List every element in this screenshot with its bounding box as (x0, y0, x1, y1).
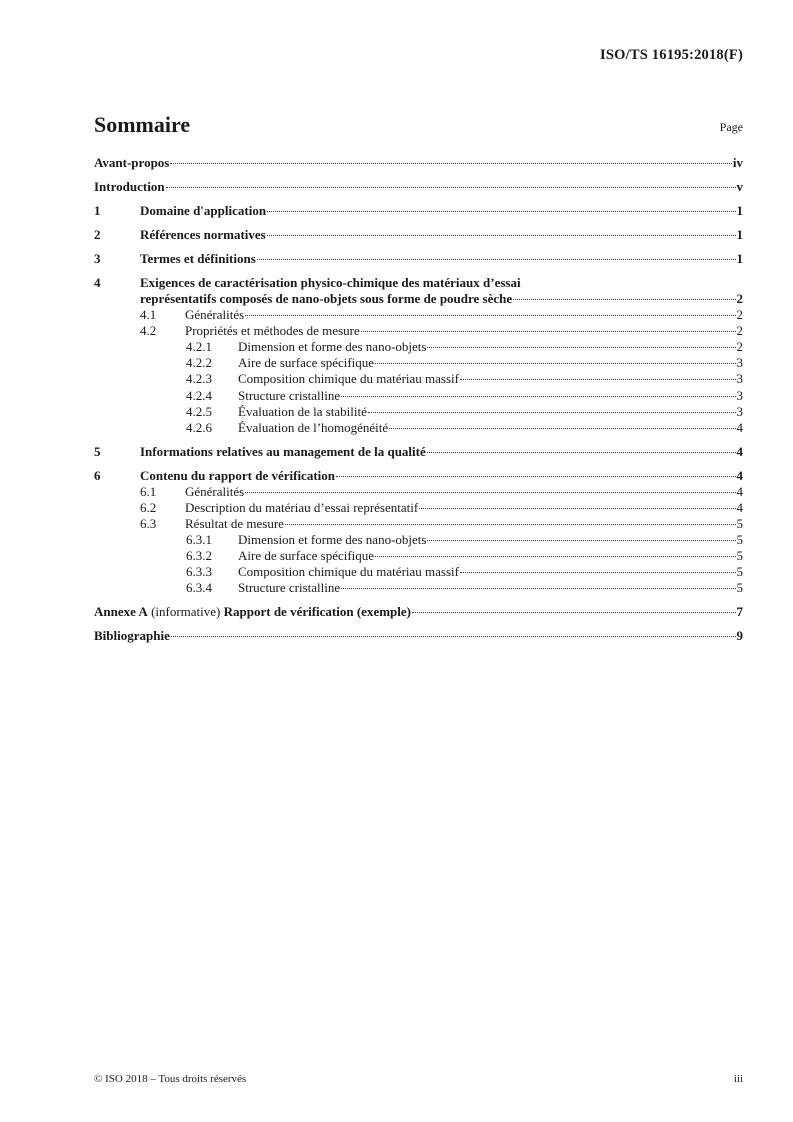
toc-entry-page: 5 (736, 532, 743, 548)
toc-entry-section-4-2-6[interactable] (94, 420, 743, 436)
toc-entry-section-4-2-5[interactable] (94, 404, 743, 420)
toc-entry-page: 5 (736, 548, 743, 564)
dot-leader (427, 452, 736, 453)
dot-leader (460, 379, 736, 380)
toc-entry-number: 4.1 (140, 307, 157, 323)
toc-entry-section-2[interactable] (94, 227, 743, 243)
dot-leader (257, 259, 736, 260)
toc-entry-page: 5 (736, 564, 743, 580)
toc-entry-number: 6.2 (140, 499, 157, 515)
toc-entry-page: 3 (736, 371, 743, 387)
toc-entry-title-line2: représentatifs composés de nano-objets sous forme de poudre sèche (140, 291, 513, 307)
dot-leader (368, 412, 736, 413)
toc-entry-section-6-3[interactable] (94, 516, 743, 532)
dot-leader (166, 187, 736, 188)
toc-entry-section-4-2-3[interactable] (94, 371, 743, 387)
toc-entry-page: 2 (736, 323, 743, 339)
dot-leader (427, 540, 735, 541)
toc-entry-title: Description du matériau d’essai représentatif (185, 499, 419, 515)
toc-entry-section-6[interactable] (94, 468, 743, 484)
toc-entry-title: Références normatives (140, 226, 266, 242)
toc-entry-page: 1 (736, 226, 743, 242)
dot-leader (375, 363, 735, 364)
toc-entry-bibliographie[interactable] (94, 628, 743, 644)
toc-entry-avant-propos[interactable] (94, 155, 743, 171)
toc-entry-number: 1 (94, 202, 101, 218)
toc-entry-title: Informations relatives au management de la qualité (140, 443, 426, 459)
toc-entry-title: Termes et définitions (140, 250, 256, 266)
toc-entry-annex-a[interactable] (94, 604, 743, 620)
toc-entry-section-6-3-4[interactable] (94, 580, 743, 596)
dot-leader (513, 299, 735, 300)
toc-entry-number: 4.2.6 (186, 419, 212, 435)
toc-entry-number: 4.2.5 (186, 403, 212, 419)
toc-entry-title: Structure cristalline (238, 387, 341, 403)
toc-entry-number: 4.2.2 (186, 355, 212, 371)
toc-entry-page: 2 (736, 339, 743, 355)
toc-entry-title: Généralités (185, 307, 245, 323)
toc-entry-title: Propriétés et méthodes de mesure (185, 323, 360, 339)
toc-entry-page: 3 (736, 355, 743, 371)
toc-entry-page: 4 (736, 483, 743, 499)
toc-entry-page: 4 (736, 467, 743, 483)
table-of-contents (94, 155, 743, 644)
dot-leader (267, 211, 735, 212)
toc-entry-title: Domaine d'application (140, 202, 267, 218)
footer-page-number: iii (733, 1073, 743, 1085)
toc-entry-section-4-1[interactable] (94, 307, 743, 323)
dot-leader (341, 396, 735, 397)
annex-label: Annexe A (94, 604, 148, 620)
toc-entry-page: 4 (736, 419, 743, 435)
dot-leader (171, 636, 736, 637)
dot-leader (341, 588, 735, 589)
toc-entry-section-6-3-3[interactable] (94, 564, 743, 580)
dot-leader (336, 476, 736, 477)
toc-entry-page: 1 (736, 250, 743, 266)
toc-entry-section-4[interactable] (94, 275, 743, 307)
toc-entry-number: 6 (94, 467, 101, 483)
toc-entry-number: 2 (94, 226, 101, 242)
toc-entry-title: Composition chimique du matériau massif (238, 564, 459, 580)
toc-entry-title: Bibliographie (94, 628, 170, 644)
dot-leader (170, 163, 732, 164)
toc-entry-title (94, 604, 411, 620)
document-id: ISO/TS 16195:2018(F) (600, 47, 743, 63)
toc-entry-section-3[interactable] (94, 251, 743, 267)
toc-title: Sommaire (94, 112, 191, 137)
toc-entry-number: 6.1 (140, 483, 157, 499)
toc-entry-section-4-2-1[interactable] (94, 339, 743, 355)
toc-entry-page: 4 (736, 499, 743, 515)
toc-header (94, 112, 743, 142)
toc-entry-page: 4 (736, 443, 743, 459)
toc-entry-section-6-2[interactable] (94, 500, 743, 516)
toc-entry-page: 2 (736, 307, 743, 323)
dot-leader (375, 556, 735, 557)
toc-entry-number: 5 (94, 443, 101, 459)
annex-type: (informative) (147, 604, 224, 620)
toc-entry-introduction[interactable] (94, 179, 743, 195)
toc-entry-title: Composition chimique du matériau massif (238, 371, 459, 387)
toc-entry-title-line1: Exigences de caractérisation physico-chimique des matériaux d’essai (140, 274, 521, 290)
toc-entry-title: Résultat de mesure (185, 516, 284, 532)
annex-title: Rapport de vérification (exemple) (223, 604, 411, 620)
footer-copyright: © ISO 2018 – Tous droits réservés (94, 1073, 247, 1085)
toc-entry-page: 9 (736, 628, 743, 644)
toc-entry-page: 2 (736, 291, 743, 307)
toc-entry-title: Contenu du rapport de vérification (140, 467, 335, 483)
toc-entry-number: 6.3 (140, 516, 157, 532)
toc-entry-number: 4.2.4 (186, 387, 212, 403)
toc-entry-section-6-1[interactable] (94, 484, 743, 500)
dot-leader (267, 235, 736, 236)
dot-leader (285, 524, 736, 525)
dot-leader (412, 612, 736, 613)
toc-entry-page: 3 (736, 387, 743, 403)
toc-entry-page: 5 (736, 580, 743, 596)
dot-leader (361, 331, 736, 332)
toc-entry-title: Structure cristalline (238, 580, 341, 596)
dot-leader (427, 347, 735, 348)
dot-leader (245, 315, 735, 316)
toc-entry-title: Aire de surface spécifique (238, 548, 375, 564)
toc-entry-number: 6.3.2 (186, 548, 212, 564)
toc-entry-title: Introduction (94, 178, 165, 194)
toc-entry-page: 7 (736, 604, 743, 620)
toc-entry-number: 4.2.3 (186, 371, 212, 387)
toc-entry-title: Avant-propos (94, 155, 170, 170)
toc-entry-page: v (736, 178, 743, 194)
toc-entry-title: Évaluation de la stabilité (238, 403, 367, 419)
toc-entry-number: 4.2.1 (186, 339, 212, 355)
dot-leader (245, 492, 735, 493)
dot-leader (419, 508, 735, 509)
toc-entry-number: 4 (94, 274, 101, 290)
toc-entry-section-5[interactable] (94, 444, 743, 460)
toc-entry-number: 3 (94, 250, 101, 266)
toc-entry-title: Généralités (185, 483, 245, 499)
toc-entry-section-4-2[interactable] (94, 323, 743, 339)
toc-entry-page: 5 (736, 516, 743, 532)
toc-entry-section-6-3-2[interactable] (94, 548, 743, 564)
toc-entry-number: 6.3.3 (186, 564, 212, 580)
toc-entry-section-6-3-1[interactable] (94, 532, 743, 548)
toc-entry-title: Dimension et forme des nano-objets (238, 339, 427, 355)
toc-entry-number: 6.3.4 (186, 580, 212, 596)
toc-entry-number: 6.3.1 (186, 532, 212, 548)
dot-leader (460, 572, 736, 573)
toc-entry-number: 4.2 (140, 323, 157, 339)
toc-entry-title: Aire de surface spécifique (238, 355, 375, 371)
toc-entry-section-4-2-2[interactable] (94, 355, 743, 371)
dot-leader (389, 428, 735, 429)
toc-entry-page: iv (732, 155, 743, 170)
toc-entry-page: 1 (736, 202, 743, 218)
page-column-label: Page (719, 120, 743, 134)
toc-entry-title: Évaluation de l’homogénéité (238, 419, 389, 435)
toc-entry-section-1[interactable] (94, 203, 743, 219)
toc-entry-section-4-2-4[interactable] (94, 388, 743, 404)
toc-entry-page: 3 (736, 403, 743, 419)
toc-entry-title: Dimension et forme des nano-objets (238, 532, 427, 548)
